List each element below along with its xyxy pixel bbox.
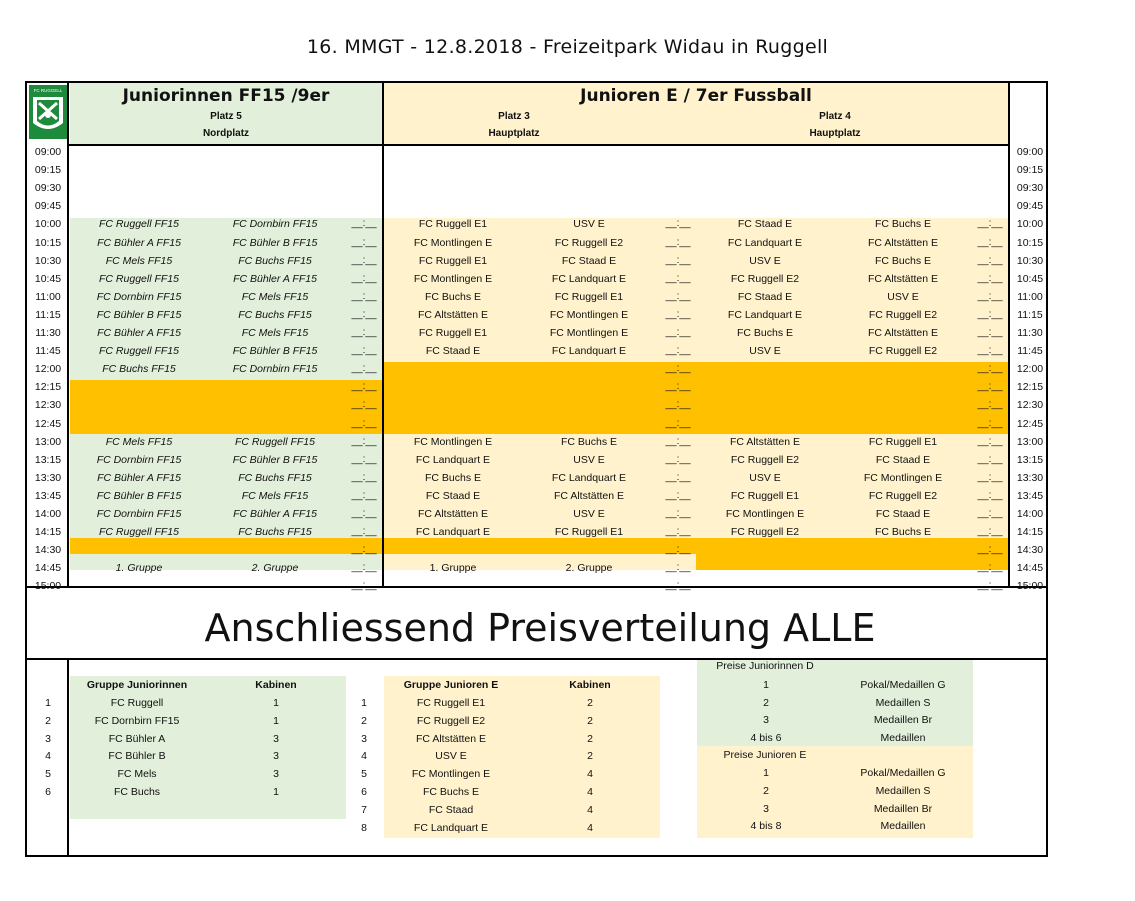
p3-place: Hauptplatz: [488, 128, 540, 139]
score-placeholder: __:__: [351, 327, 377, 338]
score-placeholder: __:__: [665, 508, 691, 519]
prize-label: Medaillen: [880, 820, 926, 833]
prize-label: Medaillen Br: [873, 802, 933, 815]
time-label: 12:15: [1016, 381, 1044, 394]
score-placeholder: __:__: [665, 308, 691, 320]
team-away: FC Buchs FF15: [238, 254, 312, 267]
score-placeholder: __:__: [977, 580, 1003, 592]
time-label: 14:15: [1016, 526, 1044, 539]
team-away: FC Bühler B FF15: [232, 453, 318, 466]
team-away: FC Buchs FF15: [238, 526, 312, 539]
divider: [25, 586, 1048, 588]
team-name: FC Staad: [428, 803, 474, 816]
team-away: FC Altstätten E: [867, 327, 939, 339]
team-away: FC Buchs FF15: [238, 308, 312, 321]
team-home: FC Landquart E: [415, 453, 491, 466]
rank-number: 1: [45, 697, 51, 709]
time-label: 14:45: [1016, 562, 1044, 575]
score-placeholder: __:__: [665, 526, 691, 538]
time-label: 14:00: [34, 508, 62, 520]
prize-header: Preise Junioren E: [723, 749, 807, 761]
prize-rank: 4 bis 6: [750, 731, 782, 744]
score-placeholder: __:__: [665, 236, 691, 248]
team-away: FC Landquart E: [551, 345, 627, 358]
time-label: 15:00: [1016, 580, 1044, 593]
score-placeholder: __:__: [351, 218, 377, 230]
rank-number: 6: [45, 786, 51, 798]
score-placeholder: __:__: [977, 327, 1003, 338]
team-away: FC Ruggell E1: [868, 435, 938, 448]
divider: [25, 658, 1048, 660]
time-label: 13:30: [34, 471, 62, 484]
score-placeholder: __:__: [351, 417, 377, 429]
team-home: FC Ruggell FF15: [99, 526, 179, 539]
group-header: Gruppe Juniorinnen: [86, 679, 188, 691]
prize-label: Medaillen Br: [873, 714, 933, 727]
time-label: 12:45: [34, 417, 62, 430]
prize-label: Medaillen S: [875, 784, 931, 797]
time-label: 09:00: [1016, 146, 1044, 158]
team-away: FC Ruggell FF15: [235, 435, 315, 448]
time-label: 13:15: [1016, 453, 1044, 466]
kabine-number: 1: [273, 786, 279, 798]
score-placeholder: __:__: [351, 471, 377, 483]
team-away: FC Staad E: [875, 508, 931, 520]
time-label: 14:45: [34, 562, 62, 575]
team-home: FC Bühler A FF15: [97, 471, 181, 484]
score-placeholder: __:__: [977, 544, 1003, 556]
kabine-number: 3: [273, 732, 279, 745]
team-name: FC Landquart E: [413, 821, 489, 834]
time-label: 10:00: [34, 218, 62, 231]
score-placeholder: __:__: [665, 471, 691, 483]
time-label: 14:30: [1016, 544, 1044, 557]
kabine-number: 1: [273, 714, 279, 727]
time-label: 09:30: [34, 182, 62, 195]
team-home: FC Bühler B FF15: [96, 489, 182, 502]
team-away: FC Montlingen E: [549, 308, 629, 321]
team-away: FC Mels FF15: [241, 327, 309, 339]
team-away: FC Ruggell E2: [554, 236, 624, 249]
team-home: FC Ruggell E1: [418, 254, 488, 267]
ff-section-title: Juniorinnen FF15 /9er: [122, 86, 330, 106]
time-label: 09:45: [34, 200, 62, 213]
team-away: FC Dornbirn FF15: [232, 218, 318, 231]
team-home: 1. Gruppe: [115, 562, 163, 575]
team-away: FC Staad E: [561, 254, 617, 267]
team-away: FC Bühler A FF15: [233, 272, 317, 285]
team-away: USV E: [887, 290, 919, 303]
team-home: FC Dornbirn FF15: [96, 508, 182, 520]
team-home: FC Ruggell E1: [418, 218, 488, 231]
score-placeholder: __:__: [977, 399, 1003, 411]
time-label: 12:45: [1016, 417, 1044, 430]
time-label: 10:15: [1016, 236, 1044, 249]
time-label: 09:15: [34, 164, 62, 177]
team-away: FC Ruggell E2: [868, 308, 938, 321]
kabine-number: 4: [587, 786, 593, 798]
time-label: 11:00: [1017, 290, 1043, 303]
score-placeholder: __:__: [351, 526, 377, 538]
prize-rank: 4 bis 8: [750, 820, 782, 833]
team-away: USV E: [573, 218, 605, 231]
team-name: FC Ruggell E2: [416, 714, 486, 727]
team-home: FC Landquart E: [727, 308, 803, 321]
score-placeholder: __:__: [351, 272, 377, 284]
score-placeholder: __:__: [665, 254, 691, 266]
team-away: FC Landquart E: [551, 471, 627, 484]
prize-rank: 2: [763, 784, 769, 797]
team-name: FC Altstätten E: [415, 732, 487, 745]
time-label: 13:00: [34, 435, 62, 448]
score-placeholder: __:__: [665, 435, 691, 447]
team-home: FC Altstätten E: [417, 308, 489, 321]
score-placeholder: __:__: [351, 363, 377, 375]
score-placeholder: __:__: [351, 236, 377, 248]
time-label: 11:45: [35, 345, 61, 358]
score-placeholder: __:__: [977, 254, 1003, 266]
kabine-number: 2: [587, 697, 593, 709]
team-away: 2. Gruppe: [251, 562, 299, 575]
score-placeholder: __:__: [665, 544, 691, 556]
score-placeholder: __:__: [665, 363, 691, 375]
divider: [67, 144, 1010, 146]
score-placeholder: __:__: [665, 290, 691, 302]
team-home: FC Bühler A FF15: [97, 236, 181, 249]
time-label: 13:15: [34, 453, 62, 466]
team-home: FC Ruggell E1: [730, 489, 800, 502]
kabine-number: 2: [587, 750, 593, 763]
time-label: 15:00: [34, 580, 62, 593]
team-name: FC Ruggell: [110, 697, 164, 709]
score-placeholder: __:__: [351, 399, 377, 411]
team-name: FC Dornbirn FF15: [94, 714, 180, 727]
time-label: 11:15: [35, 308, 61, 321]
team-home: USV E: [749, 254, 781, 267]
prize-rank: 1: [763, 767, 769, 779]
team-home: FC Ruggell FF15: [99, 345, 179, 358]
team-home: FC Dornbirn FF15: [96, 290, 182, 303]
time-label: 12:30: [1016, 399, 1044, 412]
team-home: FC Mels FF15: [105, 254, 173, 267]
team-away: FC Buchs E: [874, 218, 932, 231]
time-label: 12:30: [34, 399, 62, 412]
time-label: 11:30: [35, 327, 61, 339]
time-label: 09:45: [1016, 200, 1044, 213]
team-name: FC Buchs: [113, 786, 161, 798]
kabine-number: 3: [273, 768, 279, 781]
team-away: FC Buchs E: [560, 435, 618, 448]
score-placeholder: __:__: [665, 399, 691, 411]
team-away: FC Ruggell E2: [868, 489, 938, 502]
team-away: FC Landquart E: [551, 272, 627, 285]
prize-rank: 3: [763, 802, 769, 815]
team-home: FC Ruggell E2: [730, 453, 800, 466]
team-name: USV E: [435, 750, 467, 763]
team-away: FC Bühler B FF15: [232, 345, 318, 358]
team-away: FC Dornbirn FF15: [232, 363, 318, 376]
team-name: FC Mels: [117, 768, 157, 781]
team-home: FC Landquart E: [727, 236, 803, 249]
team-name: FC Ruggell E1: [416, 697, 486, 709]
score-placeholder: __:__: [977, 526, 1003, 538]
prize-rank: 3: [763, 714, 769, 727]
rank-number: 8: [361, 821, 367, 834]
score-placeholder: __:__: [665, 272, 691, 284]
score-placeholder: __:__: [977, 489, 1003, 501]
team-away: 2. Gruppe: [565, 562, 613, 575]
team-home: FC Staad E: [737, 218, 793, 231]
score-placeholder: __:__: [665, 580, 691, 592]
prize-label: Pokal/Medaillen G: [860, 679, 946, 691]
prize-label: Medaillen S: [875, 696, 931, 709]
time-label: 12:00: [1016, 363, 1044, 376]
time-label: 10:45: [34, 272, 62, 285]
team-away: FC Altstätten E: [553, 489, 625, 502]
time-label: 10:45: [1016, 272, 1044, 285]
team-away: USV E: [573, 453, 605, 466]
time-label: 10:00: [1016, 218, 1044, 231]
e-section-title: Junioren E / 7er Fussball: [580, 86, 812, 106]
time-label: 10:15: [34, 236, 62, 249]
team-home: FC Staad E: [425, 345, 481, 358]
score-placeholder: __:__: [351, 580, 377, 592]
time-label: 10:30: [1016, 254, 1044, 267]
team-away: FC Staad E: [875, 453, 931, 466]
team-away: FC Buchs E: [874, 526, 932, 539]
score-placeholder: __:__: [351, 345, 377, 357]
page-title: 16. MMGT - 12.8.2018 - Freizeitpark Widau in Ruggell: [306, 36, 829, 58]
kabine-number: 2: [587, 732, 593, 745]
time-label: 11:30: [1017, 327, 1043, 339]
team-home: FC Bühler A FF15: [97, 327, 181, 339]
team-away: FC Montlingen E: [863, 471, 943, 484]
team-home: FC Buchs E: [736, 327, 794, 339]
closing-banner: Anschliessend Preisverteilung ALLE: [204, 606, 876, 650]
score-placeholder: __:__: [977, 562, 1003, 574]
score-placeholder: __:__: [665, 381, 691, 393]
team-home: FC Ruggell E2: [730, 526, 800, 539]
time-label: 12:00: [34, 363, 62, 376]
team-home: FC Altstätten E: [729, 435, 801, 448]
p3-platz: Platz 3: [498, 111, 530, 122]
time-label: 13:30: [1016, 471, 1044, 484]
score-placeholder: __:__: [977, 471, 1003, 483]
team-name: FC Buchs E: [422, 786, 480, 798]
score-placeholder: __:__: [665, 489, 691, 501]
team-away: USV E: [573, 508, 605, 520]
team-away: FC Mels FF15: [241, 489, 309, 502]
team-home: FC Montlingen E: [413, 236, 493, 249]
team-home: USV E: [749, 345, 781, 358]
score-placeholder: __:__: [665, 327, 691, 338]
time-label: 11:15: [1017, 308, 1043, 321]
rank-number: 4: [361, 750, 367, 763]
team-home: 1. Gruppe: [429, 562, 477, 575]
time-label: 11:45: [1017, 345, 1043, 358]
prize-label: Pokal/Medaillen G: [860, 767, 946, 779]
team-home: FC Altstätten E: [417, 508, 489, 520]
team-away: FC Ruggell E2: [868, 345, 938, 358]
team-home: FC Buchs E: [424, 290, 482, 303]
team-home: FC Staad E: [737, 290, 793, 303]
time-label: 11:00: [35, 290, 61, 303]
score-placeholder: __:__: [351, 453, 377, 465]
rank-number: 3: [45, 732, 51, 745]
team-name: FC Bühler B: [108, 750, 166, 763]
team-away: FC Bühler B FF15: [232, 236, 318, 249]
team-home: FC Mels FF15: [105, 435, 173, 448]
score-placeholder: __:__: [351, 562, 377, 574]
score-placeholder: __:__: [977, 290, 1003, 302]
team-away: FC Montlingen E: [549, 327, 629, 339]
team-home: FC Buchs E: [424, 471, 482, 484]
kabine-number: 2: [587, 714, 593, 727]
team-home: FC Dornbirn FF15: [96, 453, 182, 466]
team-home: FC Ruggell FF15: [99, 218, 179, 231]
score-placeholder: __:__: [977, 435, 1003, 447]
club-logo: [29, 85, 67, 139]
team-home: FC Staad E: [425, 489, 481, 502]
score-placeholder: __:__: [977, 218, 1003, 230]
time-label: 14:15: [34, 526, 62, 539]
p4-platz: Platz 4: [819, 111, 851, 122]
divider: [67, 658, 69, 857]
prize-label: Medaillen: [880, 731, 926, 744]
score-placeholder: __:__: [351, 489, 377, 501]
score-placeholder: __:__: [977, 308, 1003, 320]
score-placeholder: __:__: [351, 508, 377, 519]
score-placeholder: __:__: [351, 381, 377, 393]
score-placeholder: __:__: [665, 345, 691, 357]
kabinen-header: Kabinen: [255, 679, 297, 691]
team-home: FC Buchs FF15: [102, 363, 176, 376]
team-away: FC Ruggell E1: [554, 290, 624, 303]
time-label: 13:45: [1016, 489, 1044, 502]
time-label: 10:30: [34, 254, 62, 267]
ff-place: Nordplatz: [202, 128, 250, 139]
score-placeholder: __:__: [665, 218, 691, 230]
time-label: 14:30: [34, 544, 62, 557]
divider: [382, 81, 384, 588]
team-away: FC Altstätten E: [867, 272, 939, 285]
group-header: Gruppe Junioren E: [403, 679, 499, 691]
score-placeholder: __:__: [977, 453, 1003, 465]
score-placeholder: __:__: [665, 562, 691, 574]
score-placeholder: __:__: [351, 308, 377, 320]
team-away: FC Buchs E: [874, 254, 932, 267]
kabine-number: 4: [587, 803, 593, 816]
svg-text:FC RUGGELL: FC RUGGELL: [33, 88, 63, 93]
rank-number: 4: [45, 750, 51, 763]
time-label: 13:00: [1016, 435, 1044, 448]
score-placeholder: __:__: [977, 417, 1003, 429]
rank-number: 5: [45, 768, 51, 781]
team-home: FC Ruggell E2: [730, 272, 800, 285]
time-label: 09:00: [34, 146, 62, 158]
score-placeholder: __:__: [977, 236, 1003, 248]
rank-number: 7: [361, 803, 367, 816]
team-name: FC Montlingen E: [411, 768, 491, 781]
score-placeholder: __:__: [977, 363, 1003, 375]
team-home: FC Montlingen E: [725, 508, 805, 520]
rank-number: 1: [361, 697, 367, 709]
team-home: FC Ruggell FF15: [99, 272, 179, 285]
team-home: FC Bühler B FF15: [96, 308, 182, 321]
team-away: FC Buchs FF15: [238, 471, 312, 484]
rank-number: 5: [361, 768, 367, 781]
kabinen-header: Kabinen: [569, 679, 611, 691]
team-name: FC Bühler A: [108, 732, 166, 745]
kabine-number: 4: [587, 768, 593, 781]
team-away: FC Bühler A FF15: [233, 508, 317, 520]
score-placeholder: __:__: [351, 290, 377, 302]
rank-number: 2: [361, 714, 367, 727]
score-placeholder: __:__: [977, 381, 1003, 393]
time-label: 12:15: [34, 381, 62, 394]
team-away: FC Mels FF15: [241, 290, 309, 303]
score-placeholder: __:__: [977, 508, 1003, 519]
time-label: 14:00: [1016, 508, 1044, 520]
team-home: FC Montlingen E: [413, 272, 493, 285]
score-placeholder: __:__: [665, 453, 691, 465]
prize-rank: 2: [763, 696, 769, 709]
prize-rank: 1: [763, 679, 769, 691]
team-away: FC Altstätten E: [867, 236, 939, 249]
score-placeholder: __:__: [351, 254, 377, 266]
score-placeholder: __:__: [977, 345, 1003, 357]
team-away: FC Ruggell E1: [554, 526, 624, 539]
rank-number: 6: [361, 786, 367, 798]
team-home: USV E: [749, 471, 781, 484]
team-home: FC Landquart E: [415, 526, 491, 539]
kabine-number: 3: [273, 750, 279, 763]
kabine-number: 4: [587, 821, 593, 834]
time-label: 09:30: [1016, 182, 1044, 195]
ff-platz: Platz 5: [210, 111, 242, 122]
kabine-number: 1: [273, 697, 279, 709]
score-placeholder: __:__: [351, 435, 377, 447]
rank-number: 3: [361, 732, 367, 745]
time-label: 09:15: [1016, 164, 1044, 177]
score-placeholder: __:__: [665, 417, 691, 429]
p4-place: Hauptplatz: [809, 128, 861, 139]
team-home: FC Ruggell E1: [418, 327, 488, 339]
prize-header: Preise Juniorinnen D: [716, 660, 814, 672]
rank-number: 2: [45, 714, 51, 727]
team-home: FC Montlingen E: [413, 435, 493, 448]
time-label: 13:45: [34, 489, 62, 502]
score-placeholder: __:__: [977, 272, 1003, 284]
score-placeholder: __:__: [351, 544, 377, 556]
